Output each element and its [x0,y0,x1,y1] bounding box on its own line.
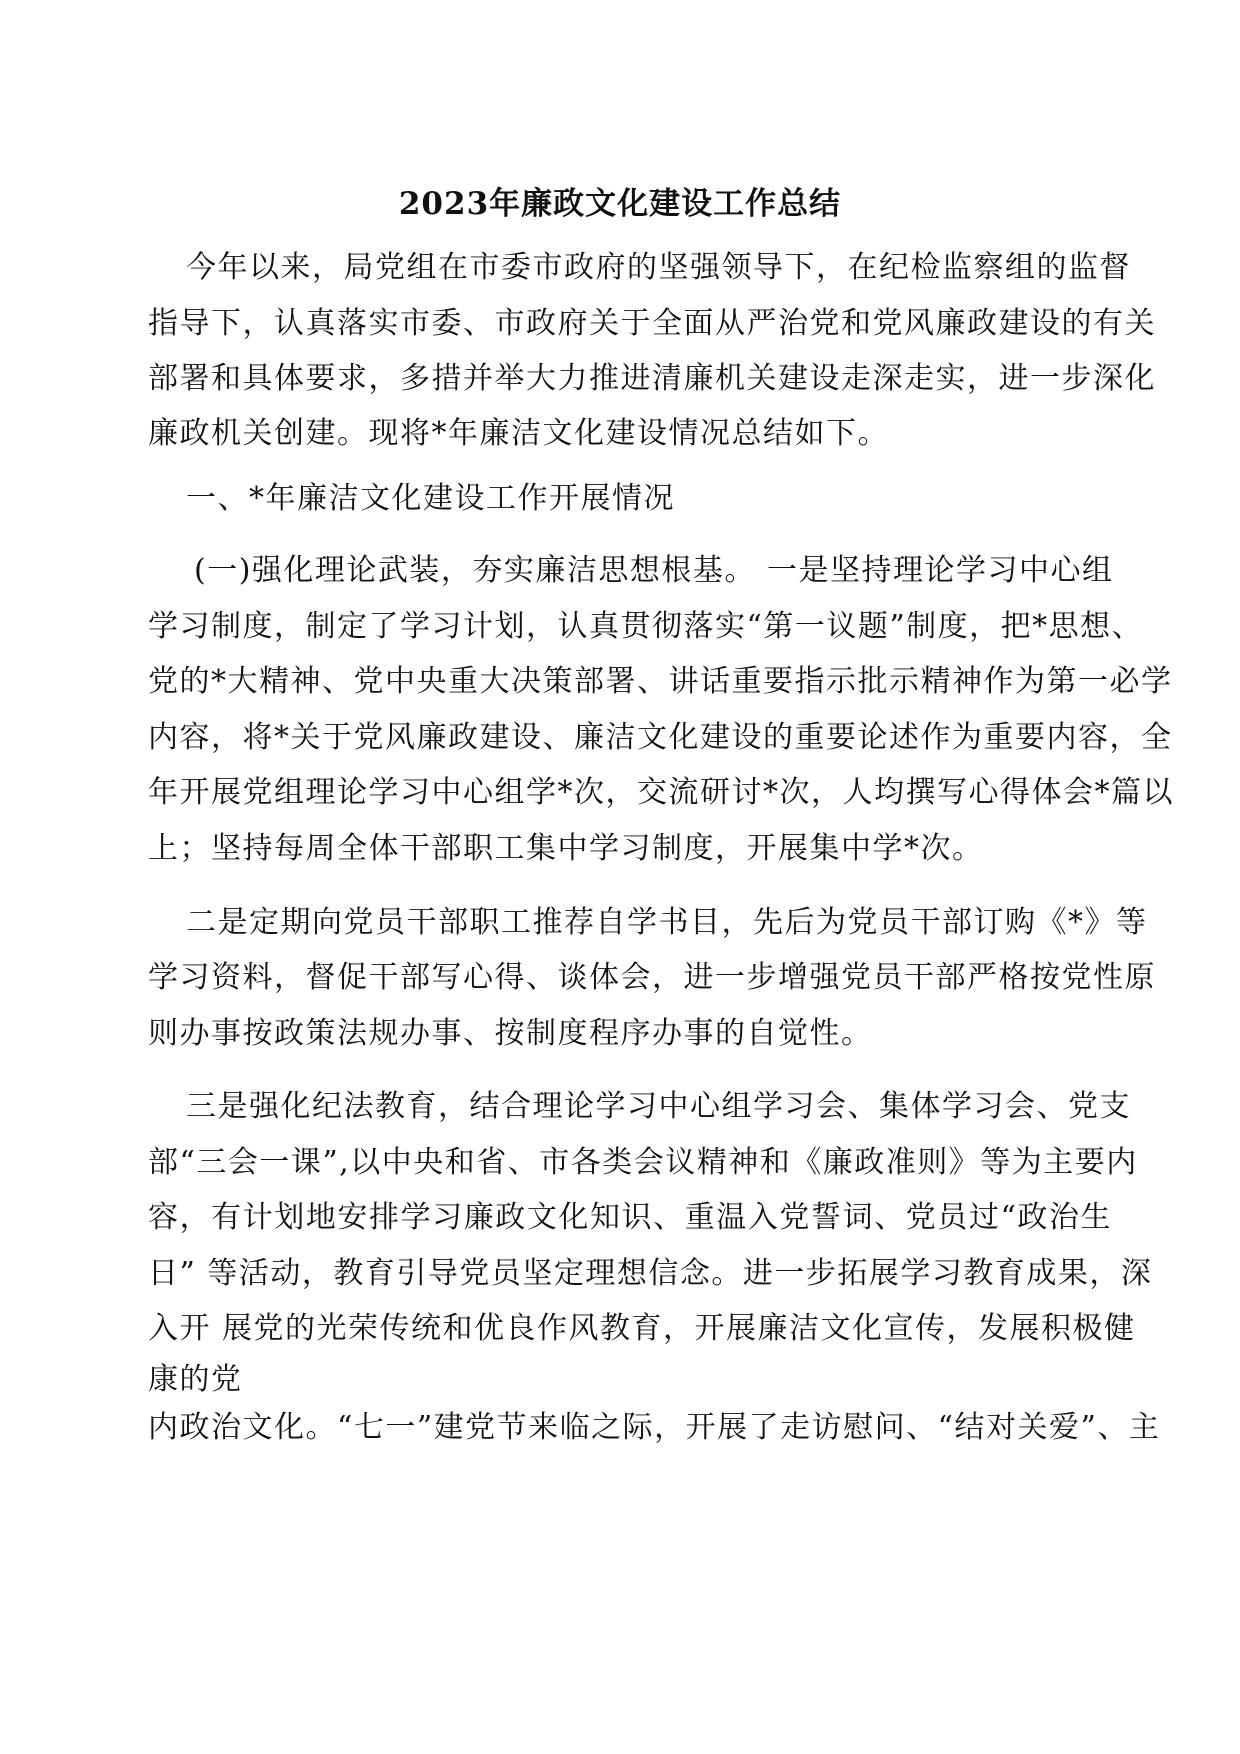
paragraph-line: 学习资料，督促干部写心得、谈体会，进一步增强党员干部严格按党性原 [148,960,1156,995]
paragraph-line: 上；坚持每周全体干部职工集中学习制度，开展集中学*次。 [148,831,984,866]
paragraph-line: 部署和具体要求，多措并举大力推进清廉机关建设走深走实，进一步深化 [148,361,1156,396]
subsection-line: (一)强化理论武装，夯实廉洁思想根基。 一是坚持理论学习中心组 [194,553,1114,588]
paragraph-line: 党的*大精神、党中央重大决策部署、讲话重要指示批示精神作为第一必学 [148,664,1173,699]
paragraph-line: 内政治文化。“七一”建党节来临之际，开展了走访慰问、“结对关爱”、主 [148,1410,1161,1445]
paragraph-line: 部“三会一课”,以中央和省、市各类会议精神和《廉政准则》等为主要内 [148,1145,1138,1180]
paragraph-line: 康的党 [148,1362,243,1397]
paragraph-line: 二是定期向党员干部职工推荐自学书目，先后为党员干部订购《*》等 [186,905,1148,940]
paragraph-line: 入开 展党的光荣传统和优良作风教育，开展廉洁文化宣传，发展积极健 [148,1311,1136,1346]
paragraph-line: 学习制度，制定了学习计划，认真贯彻落实“第一议题”制度，把*思想、 [148,609,1144,644]
paragraph-line: 廉政机关创建。现将*年廉洁文化建设情况总结如下。 [148,416,889,451]
page-title: 2023年廉政文化建设工作总结 [398,186,842,222]
paragraph-line: 年开展党组理论学习中心组学*次，交流研讨*次，人均撰写心得体会*篇以 [148,775,1174,810]
paragraph-line: 今年以来，局党组在市委市政府的坚强领导下，在纪检监察组的监督 [186,250,1131,285]
paragraph-line: 容，有计划地安排学习廉政文化知识、重温入党誓词、党员过“政治生 [148,1200,1112,1235]
paragraph-line: 三是强化纪法教育，结合理论学习中心组学习会、集体学习会、党支 [186,1089,1131,1124]
paragraph-line: 则办事按政策法规办事、按制度程序办事的自觉性。 [148,1016,873,1051]
paragraph-line: 日” 等活动，教育引导党员坚定理想信念。进一步拓展学习教育成果，深 [148,1256,1153,1291]
paragraph-line: 指导下，认真落实市委、市政府关于全面从严治党和党风廉政建设的有关 [148,306,1156,341]
section-heading: 一、*年廉洁文化建设工作开展情况 [186,481,675,516]
paragraph-line: 内容，将*关于党风廉政建设、廉洁文化建设的重要论述作为重要内容，全 [148,720,1173,755]
